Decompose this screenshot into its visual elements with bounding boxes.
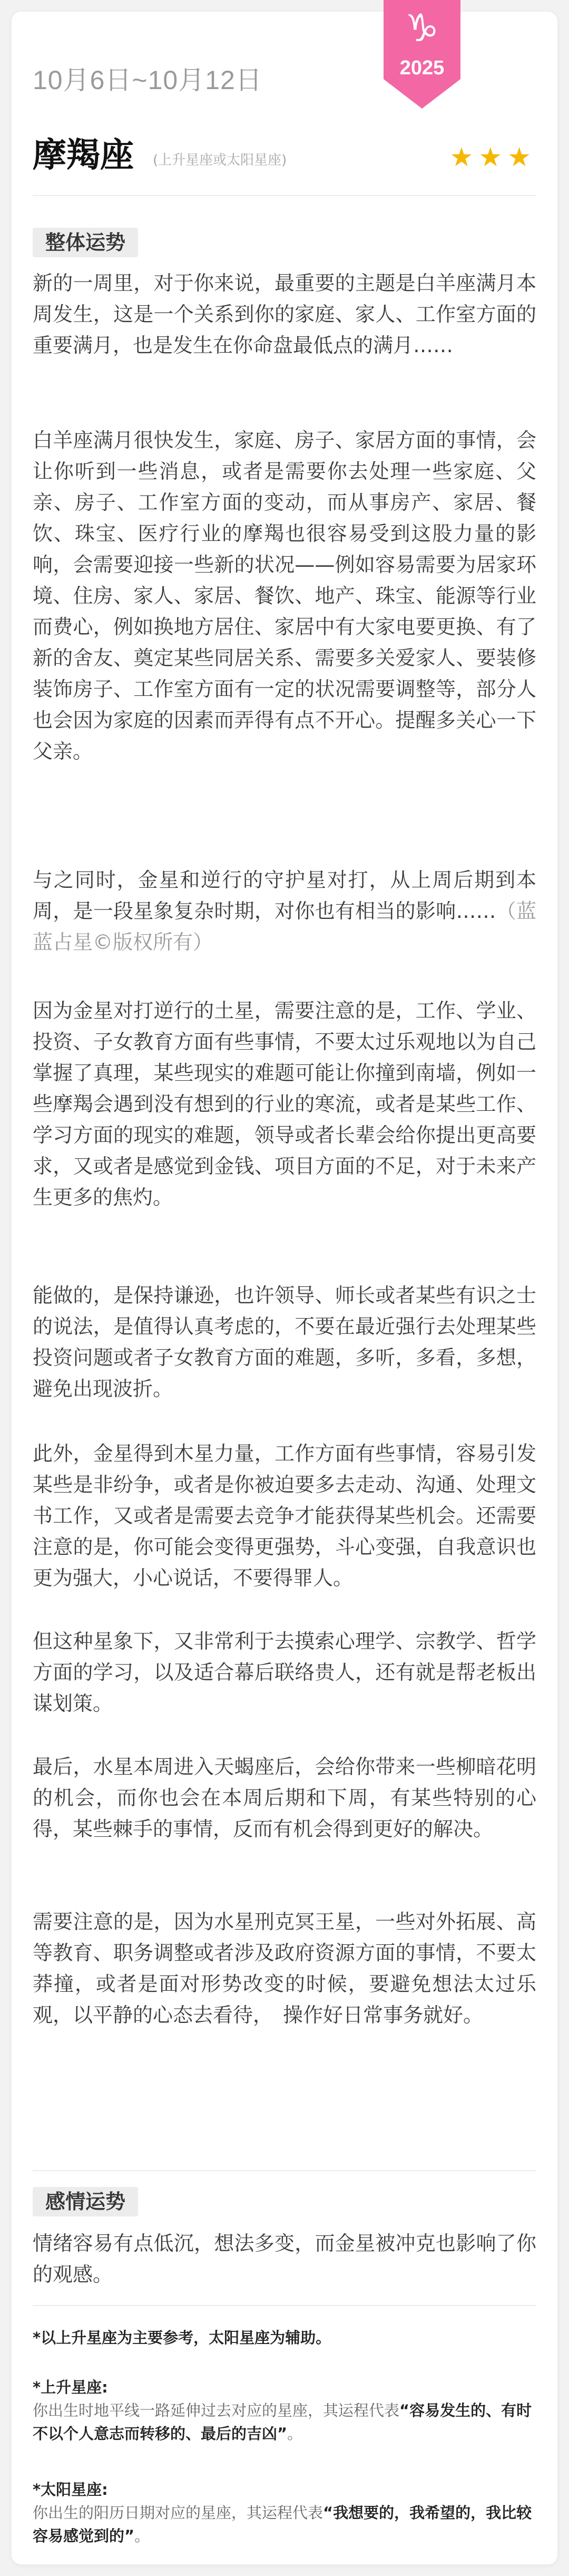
paragraph-5: 能做的，是保持谦逊，也许领导、师长或者某些有识之士的说法，是值得认真考虑的，不要在最近强行去处理某些投资问题或者子女教育方面的难题，多听，多看，多想，避免出现波折。 (33, 1284, 536, 1400)
section-tag-love: 感情运势 (33, 2187, 138, 2216)
footnote-rising (33, 2376, 536, 2445)
divider (33, 195, 536, 196)
divider (33, 2305, 536, 2306)
sun-quote: “我想要的，我希望的，我比较容易感觉到的” (33, 2504, 532, 2545)
paragraph-1: 新的一周里，对于你来说，最重要的主题是白羊座满月本周发生，这是一个关系到你的家庭、家人、工作室方面的重要满月，也是发生在你命盘最低点的满月…… (33, 272, 536, 357)
rising-text: 你出生时地平线一路延伸过去对应的星座，其运程代表 (33, 2401, 400, 2419)
paragraph-4: 因为金星对打逆行的土星，需要注意的是，工作、学业、投资、子女教育方面有些事情，不要太过乐观地以为自己掌握了真理，某些现实的难题可能让你撞到南墙，例如一些摩羯会遇到没有想到的行业的寒流，或者是某些工作、学习方面的现实的难题，领导或者长辈会给你提出更高要求，又或者是感觉到金钱、项目方面的不足，对于未来产生更多的焦灼。 (33, 999, 536, 1209)
capricorn-icon: ♑ (405, 6, 439, 50)
paragraph-7: 但这种星象下，又非常利于去摸索心理学、宗教学、哲学方面的学习，以及适合幕后联络贵人，还有就是帮老板出谋划策。 (33, 1630, 536, 1715)
date-range: 10月6日~10月12日 (33, 65, 262, 95)
paragraph-2: 白羊座满月很快发生，家庭、房子、家居方面的事情，会让你听到一些消息，或者是需要你去处理一些家庭、父亲、房子、工作室方面的变动，而从事房产、家居、餐饮、珠宝、医疗行业的摩羯也很容易受到这股力量的影响，会需要迎接一些新的状况——例如容易需要为居家环境、住房、家人、家居、餐饮、地产、珠宝、能源等行业而费心，例如换地方居住、家居中有大家电要更换、有了新的舍友、奠定某些同居关系、需要多关爱家人、要装修装饰房子、工作室方面有一定的状况需要调整等，部分人也会因为家庭的因素而弄得有点不开心。提醒多关心一下父亲。 (33, 429, 536, 763)
copyright-note: （蓝蓝占星©版权所有） (33, 899, 536, 954)
badge-year: 2025 (399, 57, 445, 79)
rising-end: 。 (287, 2425, 303, 2443)
star-rating: ★★★ (449, 142, 536, 172)
sign-note: (上升星座或太阳星座) (153, 152, 287, 168)
sun-end: 。 (134, 2527, 150, 2545)
rising-head: *上升星座: (33, 2378, 108, 2396)
footnote-main (33, 2326, 536, 2349)
footnote-sun (33, 2478, 536, 2548)
zodiac-badge (384, 0, 460, 111)
paragraph-8: 最后，水星本周进入天蝎座后，会给你带来一些柳暗花明的机会，而你也会在本周后期和下周，有某些特别的心得，某些棘手的事情，反而有机会得到更好的解决。 (33, 1755, 536, 1841)
footnote-main-text: *以上升星座为主要参考，太阳星座为辅助。 (33, 2329, 331, 2347)
sun-head: *太阳星座: (33, 2481, 108, 2498)
rising-quote: “容易发生的、有时不以个人意志而转移的、最后的吉凶” (33, 2401, 532, 2443)
paragraph-6: 此外，金星得到木星力量，工作方面有些事情，容易引发某些是非纷争，或者是你被迫要多去走动、沟通、处理文书工作，又或者是需要去竞争才能获得某些机会。还需要注意的是，你可能会变得更强势，斗心变强，自我意识也更为强大，小心说话，不要得罪人。 (33, 1442, 536, 1590)
paragraph-3-text: 与之同时，金星和逆行的守护星对打，从上周后期到本周，是一段星象复杂时期，对你也有相当的影响…… (33, 868, 536, 923)
love-paragraph: 情绪容易有点低沉，想法多变，而金星被冲克也影响了你的观感。 (33, 2232, 536, 2286)
sun-text: 你出生的阳历日期对应的星座，其运程代表 (33, 2504, 323, 2522)
section-tag-overall: 整体运势 (33, 228, 138, 257)
paragraph-3 (33, 865, 536, 958)
paragraph-9: 需要注意的是，因为水星刑克冥王星，一些对外拓展、高等教育、职务调整或者涉及政府资源方面的事情，不要太莽撞，或者是面对形势改变的时候，要避免想法太过乐观，以平静的心态去看待， 操作好日常事务就好。 (33, 1910, 536, 2027)
divider (33, 2170, 536, 2171)
sign-name: 摩羯座 (33, 136, 134, 175)
title-row (33, 132, 536, 179)
